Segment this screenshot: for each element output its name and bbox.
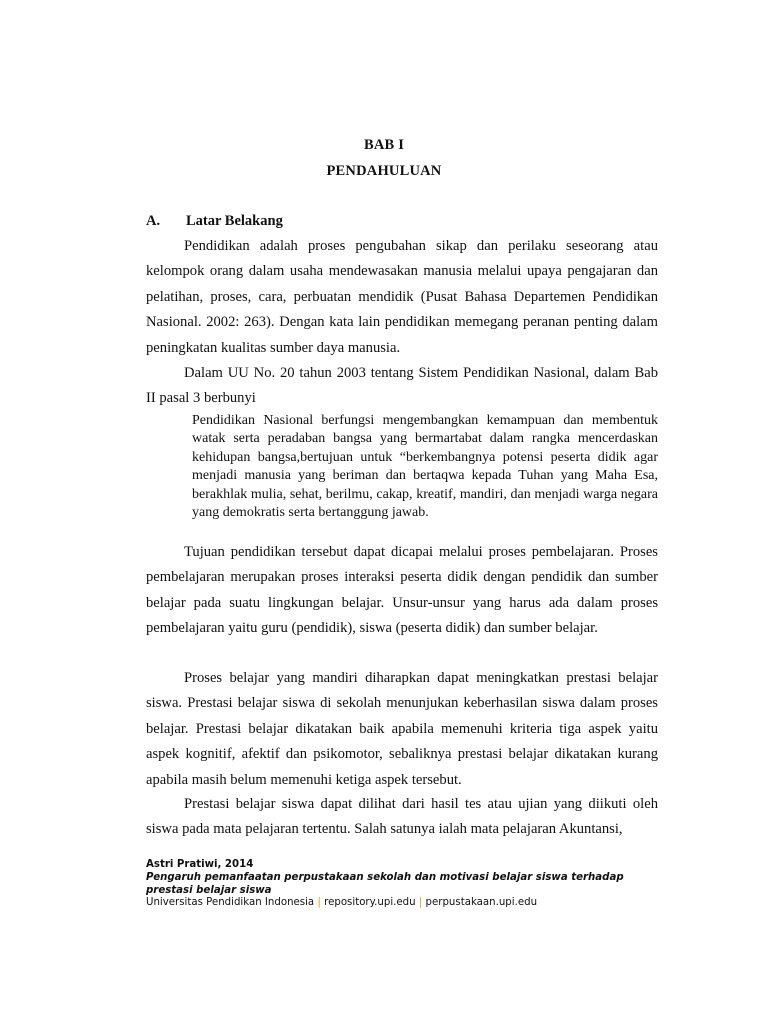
paragraph-prestasi-belajar: Prestasi belajar siswa dapat dilihat dari hasil tes atau ujian yang diikuti oleh siswa pada mata pelajaran tertentu. Salah satunya ialah mata pelajaran Akuntansi, <box>146 796 658 838</box>
section-number: A. <box>146 213 161 229</box>
paragraph-proses-belajar: Proses belajar yang mandiri diharapkan dapat meningkatkan prestasi belajar siswa. Prestasi belajar siswa di sekolah menunjukan keberhasilan siswa dalam proses belajar. Prestasi belajar dikatakan baik apabila memenuhi kriteria tiga aspek yaitu aspek kognitif, afektif dan psikomotor, sebaliknya prestasi belajar dikatakan kurang apabila masih belum memenuhi ketiga aspek tersebut. <box>146 670 658 788</box>
chapter-title: PENDAHULUAN <box>326 163 442 179</box>
page-footer <box>146 859 666 910</box>
footer-library-link[interactable]: perpustakaan.upi.edu <box>425 897 538 909</box>
block-quote-uu-pasal-3: Pendidikan Nasional berfungsi mengembangkan kemampuan dan membentuk watak serta peradaban bangsa yang bermartabat dalam rangka mencerdaskan kehidupan bangsa,bertujuan untuk “berkembangnya potensi peserta didik agar menjadi manusia yang beriman dan bertaqwa kepada Tuhan yang Maha Esa, berakhlak mulia, sehat, berilmu, cakap, kreatif, mandiri, dan menjadi warga negara yang demokratis serta bertanggung jawab. <box>192 413 658 521</box>
footer-university: Universitas Pendidikan Indonesia <box>146 897 315 909</box>
paragraph-uu-reference: Dalam UU No. 20 tahun 2003 tentang Sistem Pendidikan Nasional, dalam Bab II pasal 3 berbunyi <box>146 365 658 407</box>
section-heading <box>146 213 283 230</box>
footer-separator: | <box>317 897 321 909</box>
footer-author: Astri Pratiwi, 2014 <box>146 859 254 870</box>
paragraph-pendidikan-definition: Pendidikan adalah proses pengubahan sikap dan perilaku seseorang atau kelompok orang dalam usaha mendewasakan manusia melalui upaya pengajaran dan pelatihan, proses, cara, perbuatan mendidik (Pusat Bahasa Departemen Pendidikan Nasional. 2002: 263). Dengan kata lain pendidikan memegang peranan penting dalam peningkatan kualitas sumber daya manusia. <box>146 238 658 356</box>
footer-separator: | <box>418 897 423 909</box>
footer-thesis-title: Pengaruh pemanfaatan perpustakaan sekolah dan motivasi belajar siswa terhadap prestasi belajar siswa <box>146 871 624 896</box>
paragraph-tujuan-pendidikan: Tujuan pendidikan tersebut dapat dicapai melalui proses pembelajaran. Proses pembelajaran merupakan proses interaksi peserta didik dengan pendidik dan sumber belajar pada suatu lingkungan belajar. Unsur-unsur yang harus ada dalam proses pembelajaran yaitu guru (pendidik), siswa (peserta didik) dan sumber belajar. <box>146 544 658 637</box>
chapter-number: BAB I <box>363 137 405 153</box>
footer-links <box>146 897 666 910</box>
section-title: Latar Belakang <box>186 213 283 229</box>
footer-repository-link[interactable]: repository.upi.edu <box>324 897 416 909</box>
